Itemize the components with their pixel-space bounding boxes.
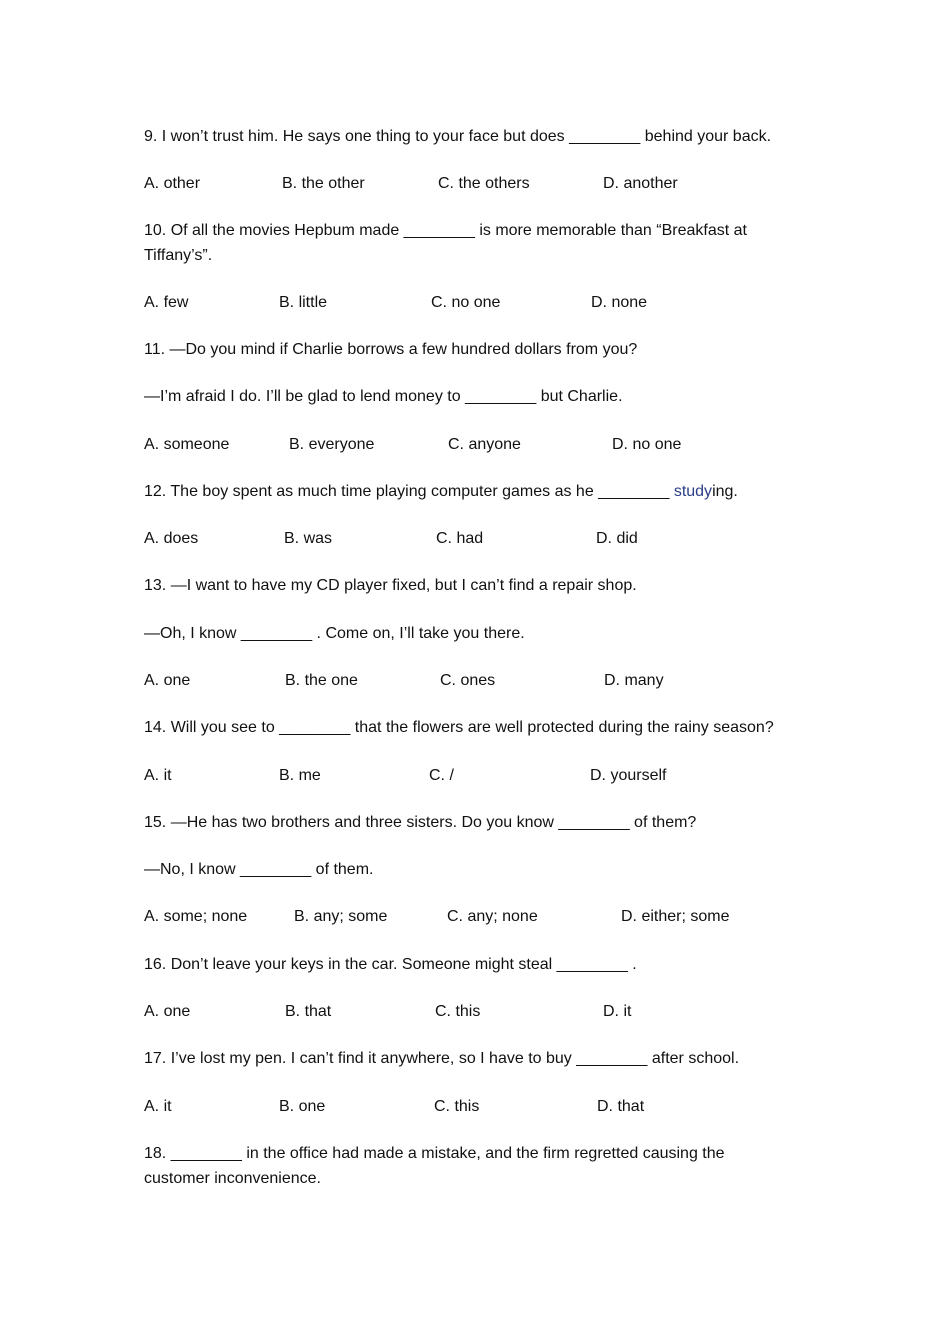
option-a: A. it — [144, 767, 172, 784]
option-d: D. another — [603, 175, 678, 192]
question-18-stem: 18. ________ in the office had made a mistake, and the firm regretted causing the customer inconvenience. — [144, 1145, 725, 1187]
option-b: B. me — [279, 767, 321, 784]
question-14-stem: 14. Will you see to ________ that the flowers are well protected during the rainy season? — [144, 719, 774, 736]
question-15-stem: 15. —He has two brothers and three sisters. Do you know ________ of them? — [144, 814, 697, 831]
option-b: B. the other — [282, 175, 365, 192]
option-d: D. that — [597, 1098, 645, 1115]
question-9-stem: 9. I won’t trust him. He says one thing to your face but does ________ behind your back. — [144, 128, 772, 145]
option-c: C. this — [435, 1003, 481, 1020]
question-11-reply: —I’m afraid I do. I’ll be glad to lend money to ________ but Charlie. — [144, 388, 623, 405]
option-c: C. ones — [440, 672, 496, 689]
option-b: B. one — [279, 1098, 326, 1115]
question-12-stem-suffix: ing. — [712, 483, 738, 500]
option-c: C. anyone — [448, 436, 521, 453]
question-16-stem: 16. Don’t leave your keys in the car. Someone might steal ________ . — [144, 956, 637, 973]
option-c: C. / — [429, 767, 454, 784]
question-15-reply: —No, I know ________ of them. — [144, 861, 374, 878]
option-a: A. one — [144, 1003, 191, 1020]
option-c: C. no one — [431, 294, 501, 311]
question-11-stem: 11. —Do you mind if Charlie borrows a few hundred dollars from you? — [144, 341, 638, 358]
study-link[interactable]: study — [673, 483, 713, 500]
option-b: B. any; some — [294, 908, 388, 925]
option-c: C. this — [434, 1098, 480, 1115]
option-a: A. other — [144, 175, 201, 192]
option-b: B. little — [279, 294, 328, 311]
option-d: D. none — [591, 294, 648, 311]
question-12-stem-text: 12. The boy spent as much time playing computer games as he ________ — [144, 483, 674, 500]
option-a: A. few — [144, 294, 189, 311]
option-d: D. yourself — [590, 767, 667, 784]
option-b: B. everyone — [289, 436, 375, 453]
question-13-reply: —Oh, I know ________ . Come on, I’ll take you there. — [144, 625, 525, 642]
option-c: C. the others — [438, 175, 530, 192]
option-a: A. someone — [144, 436, 230, 453]
option-a: A. one — [144, 672, 191, 689]
option-b: B. that — [285, 1003, 332, 1020]
option-d: D. many — [604, 672, 664, 689]
option-a: A. does — [144, 530, 199, 547]
option-a: A. it — [144, 1098, 172, 1115]
option-d: D. did — [596, 530, 638, 547]
option-b: B. was — [284, 530, 333, 547]
option-c: C. had — [436, 530, 484, 547]
option-d: D. no one — [612, 436, 682, 453]
question-17-stem: 17. I’ve lost my pen. I can’t find it anywhere, so I have to buy ________ after school. — [144, 1050, 740, 1067]
question-12-stem — [144, 479, 814, 504]
question-13-stem: 13. —I want to have my CD player fixed, but I can’t find a repair shop. — [144, 577, 637, 594]
question-10-stem: 10. Of all the movies Hepbum made ________ is more memorable than “Breakfast at Tiffany’s”. — [144, 222, 747, 264]
option-d: D. either; some — [621, 908, 730, 925]
option-d: D. it — [603, 1003, 632, 1020]
option-c: C. any; none — [447, 908, 538, 925]
option-b: B. the one — [285, 672, 358, 689]
option-a: A. some; none — [144, 908, 248, 925]
